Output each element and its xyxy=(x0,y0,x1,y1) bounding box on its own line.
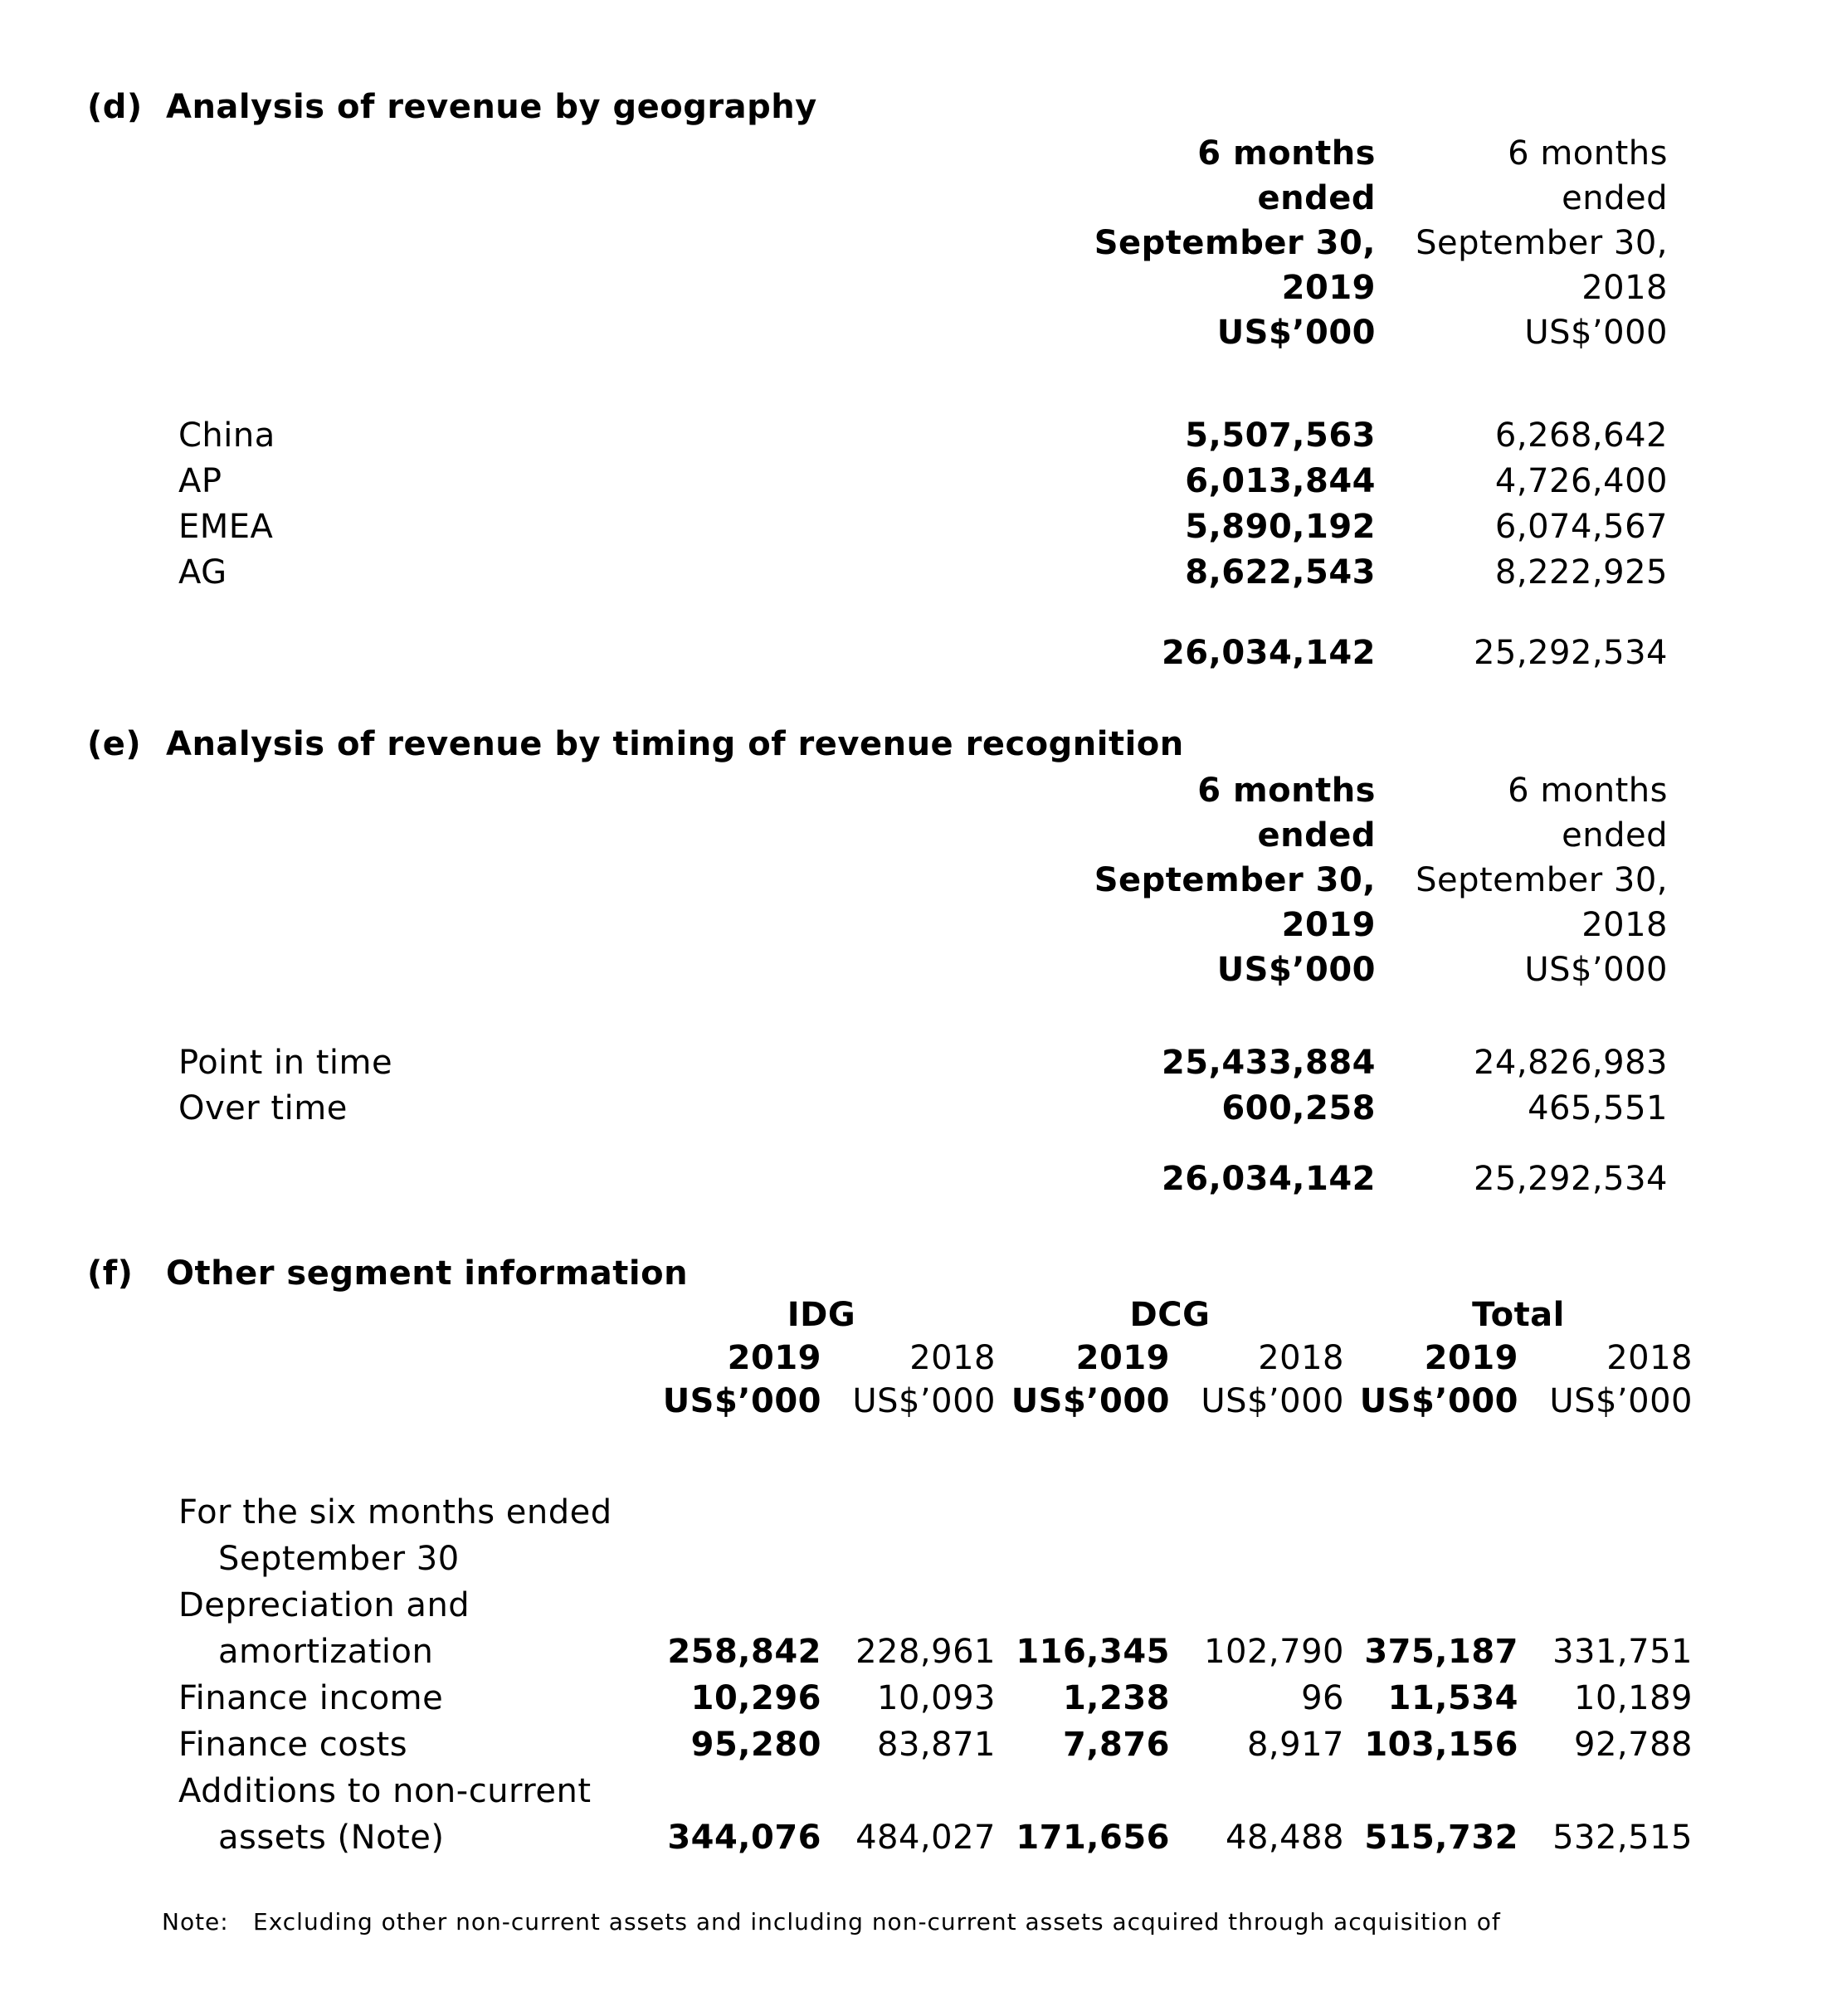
value-total-2018: 10,189 xyxy=(1574,1679,1693,1717)
value-2019: 600,258 xyxy=(1221,1089,1376,1127)
row-label: assets (Note) xyxy=(218,1819,445,1857)
value-idg-2019: 10,296 xyxy=(690,1679,821,1717)
value-idg-2019: 95,280 xyxy=(690,1726,821,1764)
value-2018: 6,268,642 xyxy=(1494,416,1668,455)
value-idg-2018: 484,027 xyxy=(855,1819,996,1857)
value-2019: 5,507,563 xyxy=(1185,416,1376,455)
section-f-title: Other segment information xyxy=(166,1254,689,1293)
total-2018: 25,292,534 xyxy=(1473,1160,1668,1198)
section-d-total-row xyxy=(0,634,1847,679)
table-row-intro-line2 xyxy=(0,1540,1847,1586)
unit-header: US$’000 xyxy=(1359,1382,1518,1420)
value-2018: 4,726,400 xyxy=(1494,462,1668,500)
unit-header: US$’000 xyxy=(1201,1382,1344,1420)
value-dcg-2018: 102,790 xyxy=(1204,1633,1344,1671)
section-d-title: Analysis of revenue by geography xyxy=(166,88,817,126)
footnote-label: Note: xyxy=(162,1908,229,1936)
column-header-line: 2018 xyxy=(1581,906,1668,944)
column-header-line: US$’000 xyxy=(1216,314,1376,352)
value-total-2019: 375,187 xyxy=(1364,1633,1518,1671)
column-header-line: 6 months xyxy=(1197,134,1376,173)
row-label: Depreciation and xyxy=(178,1586,470,1624)
column-header-line: US$’000 xyxy=(1216,951,1376,989)
table-row-additions-values xyxy=(0,1819,1847,1865)
value-2019: 5,890,192 xyxy=(1185,508,1376,546)
column-header-2018 xyxy=(1336,131,1668,355)
row-label: Additions to non-current xyxy=(178,1772,592,1810)
value-total-2018: 92,788 xyxy=(1574,1726,1693,1764)
value-total-2018: 331,751 xyxy=(1552,1633,1693,1671)
table-row-finance-costs xyxy=(0,1726,1847,1772)
section-d-label: (d) xyxy=(87,88,143,126)
row-label: China xyxy=(178,416,275,455)
row-label: EMEA xyxy=(178,508,274,546)
table-row-depreciation-label xyxy=(0,1586,1847,1633)
row-label: Point in time xyxy=(178,1044,393,1082)
column-header-line: September 30, xyxy=(1416,224,1668,262)
unit-header: US$’000 xyxy=(852,1382,996,1420)
table-row-emea xyxy=(0,508,1847,553)
value-2019: 25,433,884 xyxy=(1161,1044,1376,1082)
row-label: For the six months ended xyxy=(178,1493,612,1531)
row-label: AP xyxy=(178,462,222,500)
segment-year-headers xyxy=(0,1339,1847,1385)
section-d-rows xyxy=(0,416,1847,599)
table-row-ag xyxy=(0,553,1847,599)
row-label: AG xyxy=(178,553,227,592)
value-total-2019: 11,534 xyxy=(1387,1679,1518,1717)
total-2018: 25,292,534 xyxy=(1473,634,1668,672)
year-header: 2019 xyxy=(1424,1339,1518,1377)
column-header-line: 2019 xyxy=(1281,269,1376,307)
column-header-2018 xyxy=(1336,768,1668,992)
table-row-china xyxy=(0,416,1847,462)
year-header: 2018 xyxy=(1258,1339,1344,1377)
section-e-title: Analysis of revenue by timing of revenue recognition xyxy=(166,725,1184,763)
section-f-label: (f) xyxy=(87,1254,134,1293)
column-header-2019 xyxy=(1044,131,1376,355)
value-2019: 8,622,543 xyxy=(1185,553,1376,592)
unit-header: US$’000 xyxy=(662,1382,821,1420)
column-header-line: September 30, xyxy=(1094,224,1376,262)
section-e-label: (e) xyxy=(87,725,142,763)
year-header: 2019 xyxy=(727,1339,821,1377)
section-f-heading xyxy=(87,1254,688,1293)
row-label: Finance income xyxy=(178,1679,444,1717)
table-row-point-in-time xyxy=(0,1044,1847,1089)
table-row-depreciation-values xyxy=(0,1633,1847,1679)
row-label: September 30 xyxy=(218,1540,460,1578)
column-header-line: 2019 xyxy=(1281,906,1376,944)
section-e-heading xyxy=(87,725,1184,763)
value-idg-2018: 83,871 xyxy=(877,1726,996,1764)
value-total-2019: 103,156 xyxy=(1364,1726,1518,1764)
table-row-ap xyxy=(0,462,1847,508)
column-header-line: 6 months xyxy=(1508,772,1668,810)
value-dcg-2018: 48,488 xyxy=(1226,1819,1344,1857)
table-row-additions-label xyxy=(0,1772,1847,1819)
section-e-total-row xyxy=(0,1160,1847,1205)
unit-header: US$’000 xyxy=(1011,1382,1170,1420)
value-2018: 6,074,567 xyxy=(1494,508,1668,546)
table-row-over-time xyxy=(0,1089,1847,1135)
group-header-idg: IDG xyxy=(787,1296,856,1334)
value-2018: 24,826,983 xyxy=(1473,1044,1668,1082)
value-total-2019: 515,732 xyxy=(1364,1819,1518,1857)
column-header-line: US$’000 xyxy=(1524,314,1668,352)
value-dcg-2019: 171,656 xyxy=(1016,1819,1170,1857)
footnote xyxy=(162,1908,1501,1936)
column-header-line: 6 months xyxy=(1197,772,1376,810)
row-label: Finance costs xyxy=(178,1726,408,1764)
column-header-line: ended xyxy=(1562,816,1668,855)
year-header: 2018 xyxy=(909,1339,996,1377)
column-header-line: ended xyxy=(1257,179,1376,217)
table-row-intro-line1 xyxy=(0,1493,1847,1540)
value-idg-2018: 10,093 xyxy=(877,1679,996,1717)
value-dcg-2018: 8,917 xyxy=(1246,1726,1344,1764)
column-header-line: US$’000 xyxy=(1524,951,1668,989)
group-header-total: Total xyxy=(1472,1296,1565,1334)
column-header-line: 6 months xyxy=(1508,134,1668,173)
unit-header: US$’000 xyxy=(1549,1382,1693,1420)
section-e-rows xyxy=(0,1044,1847,1135)
column-header-line: ended xyxy=(1562,179,1668,217)
row-label: amortization xyxy=(218,1633,434,1671)
total-2019: 26,034,142 xyxy=(1161,634,1376,672)
year-header: 2019 xyxy=(1075,1339,1170,1377)
table-row-finance-income xyxy=(0,1679,1847,1726)
value-dcg-2018: 96 xyxy=(1301,1679,1344,1717)
group-header-dcg: DCG xyxy=(1129,1296,1211,1334)
value-idg-2019: 344,076 xyxy=(667,1819,821,1857)
column-header-line: 2018 xyxy=(1581,269,1668,307)
column-header-2019 xyxy=(1044,768,1376,992)
footnote-text: Excluding other non-current assets and including non-current assets acquired through acquisition of xyxy=(253,1908,1501,1936)
segment-unit-headers xyxy=(0,1382,1847,1429)
value-idg-2018: 228,961 xyxy=(855,1633,996,1671)
section-f-rows xyxy=(0,1493,1847,1865)
total-2019: 26,034,142 xyxy=(1161,1160,1376,1198)
value-dcg-2019: 116,345 xyxy=(1016,1633,1170,1671)
value-dcg-2019: 1,238 xyxy=(1062,1679,1170,1717)
value-2018: 8,222,925 xyxy=(1494,553,1668,592)
segment-group-headers xyxy=(0,1296,1847,1342)
row-label: Over time xyxy=(178,1089,348,1127)
column-header-line: September 30, xyxy=(1094,861,1376,899)
value-idg-2019: 258,842 xyxy=(667,1633,821,1671)
section-d-heading xyxy=(87,88,817,126)
value-dcg-2019: 7,876 xyxy=(1062,1726,1170,1764)
column-header-line: ended xyxy=(1257,816,1376,855)
value-2019: 6,013,844 xyxy=(1185,462,1376,500)
value-2018: 465,551 xyxy=(1528,1089,1668,1127)
year-header: 2018 xyxy=(1606,1339,1693,1377)
column-header-line: September 30, xyxy=(1416,861,1668,899)
value-total-2018: 532,515 xyxy=(1552,1819,1693,1857)
